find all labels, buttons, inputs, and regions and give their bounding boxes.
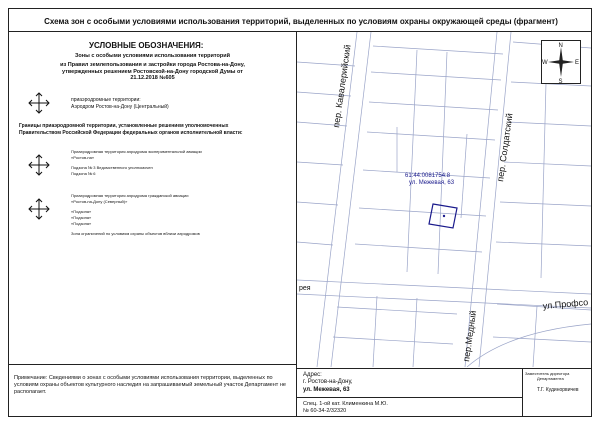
- legend-item3-text: «Подзона»: [71, 221, 92, 226]
- divider: [9, 364, 296, 365]
- compass-s: S: [558, 79, 563, 83]
- legend-airport-label: приаэродромные территории:: [71, 97, 141, 103]
- compass-rose: [541, 40, 581, 84]
- legend-source: из Правил землепользования и застройки города Ростова-на-Дону, утвержденных решением Ростовской-на-Дону городской Думы от 21.12.2018 №605: [60, 62, 245, 81]
- signer-title-2: Департамента: [537, 376, 564, 381]
- divider: [297, 397, 522, 398]
- legend-item2-text: «Ростов-на»: [71, 155, 95, 160]
- address-block: [297, 368, 591, 417]
- parcel-marker: [443, 215, 445, 217]
- legend-item3-text: Приаэродромная территория аэродрома гражданской авиации: [71, 193, 189, 198]
- street-label-partial: рея: [299, 285, 311, 292]
- reference-number: № 60-34-2/32320: [303, 408, 347, 414]
- sheet-title: Схема зон с особыми условиями использования территорий, выделенных по условиям охраны окружающей среды (фрагмент): [44, 17, 558, 26]
- street-label-profsoyuznaya: ул.Профсо: [542, 297, 589, 311]
- legend-item3-text: «Ростов-на-Дону (Северный)»: [71, 199, 128, 204]
- signer-title: Заместитель директора: [525, 371, 570, 376]
- compass-w: W: [542, 60, 548, 66]
- legend-item2-text: Подзона № 3 Ведомственного уполномочен: [71, 165, 153, 170]
- map-view[interactable]: [297, 32, 591, 367]
- note-text: Примечание: Сведениями о зонах с особыми условиями использования территории, выделенных по условиям охраны объектов культурного наследия на запрашиваемый земельный участок Департамент не располагает.: [14, 375, 286, 395]
- map-sheet: [8, 8, 592, 417]
- compass-icon: [542, 41, 580, 83]
- parcel-address-label: ул. Межевая, 63: [409, 180, 455, 186]
- parcel-id-label: 61:44:0081754:8: [405, 173, 451, 179]
- address-line-1: г. Ростов-на-Дону,: [303, 379, 353, 385]
- address-line-2: ул. Межевая, 63: [303, 387, 350, 393]
- four-way-arrow-icon: [27, 91, 51, 115]
- divider: [522, 369, 523, 417]
- legend-item2-text: Приаэродромная территория аэродрома экспериментальной авиации: [71, 149, 202, 154]
- legend-title: УСЛОВНЫЕ ОБОЗНАЧЕНИЯ:: [89, 41, 204, 50]
- signer-name: Т.Г. Кудинорвичев: [537, 387, 579, 393]
- legend-item3-text: «Подзона»: [71, 215, 92, 220]
- specialist: Спец. 1-ой кат. Клименкина М.Ю.: [303, 401, 388, 407]
- legend-borders-title: Границы приаэродромной территории, установленные решением уполномоченных: [19, 123, 229, 129]
- compass-n: N: [558, 43, 563, 49]
- compass-e: E: [575, 60, 580, 66]
- legend-item2-text: Подзона № 6: [71, 171, 96, 176]
- legend-item3-text: «Подзона»: [71, 209, 92, 214]
- legend-borders-title-2: Правительством Российской Федерации федеральных органов исполнительной власти:: [19, 130, 243, 136]
- legend-item3-text: Зона ограничений по условиям охраны объектов вблизи аэродромов: [71, 231, 200, 236]
- legend-airport-name: Аэродром Ростов-на-Дону (Центральный): [71, 104, 169, 110]
- street-label-soldatskiy: пер. Солдатский: [495, 112, 515, 183]
- four-way-arrow-icon: [27, 153, 51, 177]
- address-label: Адрес:: [303, 372, 322, 378]
- street-label-medny: пер.Медный: [461, 309, 479, 363]
- street-label-kavaleriyskiy: пер. Кавалерийский: [331, 44, 353, 129]
- four-way-arrow-icon: [27, 197, 51, 221]
- legend-subheader: Зоны с особыми условиями использования территорий: [74, 53, 230, 59]
